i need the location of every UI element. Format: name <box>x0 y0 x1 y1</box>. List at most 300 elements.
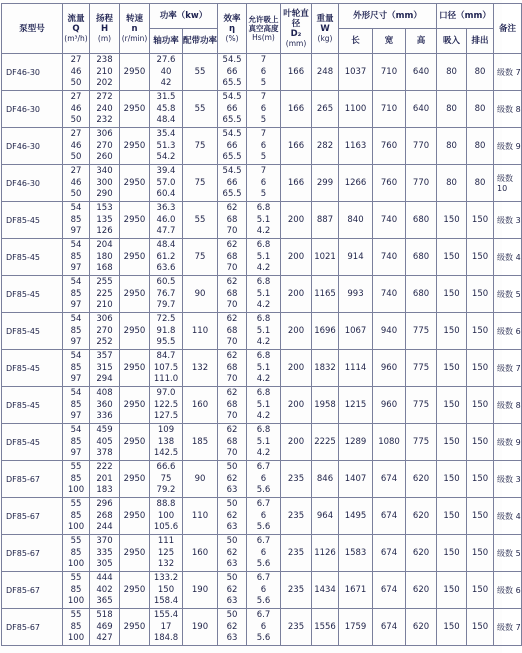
cell-inlet: 80 <box>437 54 467 91</box>
cell-flow-value: 27 <box>70 55 82 65</box>
cell-efficiency-value: 50 <box>226 536 238 546</box>
cell-efficiency-value: 54.5 <box>222 129 242 139</box>
cell-length: 1495 <box>339 498 373 535</box>
cell-flow-value: 50 <box>70 189 82 199</box>
cell-suction-value: 6 <box>260 510 267 521</box>
cell-height: 775 <box>406 350 437 387</box>
cell-shaft-power-value: 91.8 <box>156 325 176 336</box>
cell-width: 960 <box>373 387 406 424</box>
cell-shaft-power <box>150 609 183 646</box>
cell-shaft-power <box>150 128 183 165</box>
cell-efficiency-value: 68 <box>226 214 238 225</box>
cell-height: 770 <box>406 165 437 202</box>
cell-remark: 级数 9 <box>494 424 522 461</box>
cell-suction-value: 7 <box>260 166 267 176</box>
cell-suction <box>247 239 281 276</box>
cell-outlet: 80 <box>467 91 494 128</box>
cell-flow <box>63 609 90 646</box>
col-outlet: 排出 <box>467 29 494 54</box>
cell-head-value: 168 <box>96 263 113 273</box>
cell-efficiency-value: 62 <box>226 621 238 632</box>
cell-flow <box>63 54 90 91</box>
cell-weight: 1832 <box>312 350 339 387</box>
cell-suction <box>247 350 281 387</box>
cell-head-value: 252 <box>96 337 113 347</box>
table-row <box>2 461 522 498</box>
cell-shaft-power-value: 46.0 <box>156 214 176 225</box>
cell-inlet: 150 <box>437 350 467 387</box>
cell-remark: 级数 4 <box>494 239 522 276</box>
cell-outlet: 80 <box>467 54 494 91</box>
cell-flow-value: 85 <box>70 510 82 521</box>
cell-speed: 2950 <box>120 91 150 128</box>
cell-length: 1289 <box>339 424 373 461</box>
cell-speed: 2950 <box>120 387 150 424</box>
table-row <box>2 535 522 572</box>
cell-flow-value: 97 <box>70 337 82 347</box>
cell-flow-value: 100 <box>67 522 85 532</box>
cell-length: 1067 <box>339 313 373 350</box>
cell-suction-value: 6.8 <box>256 277 271 287</box>
cell-efficiency-value: 63 <box>226 559 238 569</box>
cell-motor-power: 110 <box>183 498 218 535</box>
cell-head-value: 225 <box>96 288 113 299</box>
cell-remark: 级数 3 <box>494 461 522 498</box>
cell-head <box>90 387 120 424</box>
cell-head-value: 126 <box>96 226 113 236</box>
cell-motor-power: 90 <box>183 276 218 313</box>
cell-outlet: 150 <box>467 313 494 350</box>
cell-head-value: 255 <box>96 277 113 287</box>
cell-flow-value: 46 <box>70 177 82 188</box>
cell-shaft-power-value: 31.5 <box>156 92 176 102</box>
cell-impeller: 235 <box>281 498 312 535</box>
cell-suction-value: 6.8 <box>256 240 271 250</box>
cell-head <box>90 91 120 128</box>
cell-width: 674 <box>373 609 406 646</box>
cell-suction <box>247 276 281 313</box>
col-inlet: 吸入 <box>437 29 467 54</box>
cell-width: 674 <box>373 498 406 535</box>
table-row <box>2 239 522 276</box>
cell-inlet: 150 <box>437 424 467 461</box>
cell-model: DF85-45 <box>2 276 63 313</box>
cell-flow-value: 27 <box>70 129 82 139</box>
cell-suction-value: 6 <box>260 584 267 595</box>
cell-shaft-power-value: 109 <box>157 425 175 435</box>
cell-head <box>90 350 120 387</box>
cell-length: 1583 <box>339 535 373 572</box>
cell-suction <box>247 424 281 461</box>
cell-shaft-power-value: 97.0 <box>156 388 176 398</box>
cell-shaft-power <box>150 535 183 572</box>
pump-spec-table <box>1 3 522 646</box>
cell-flow-value: 97 <box>70 448 82 458</box>
cell-weight: 887 <box>312 202 339 239</box>
cell-efficiency-value: 50 <box>226 462 238 472</box>
cell-shaft-power <box>150 572 183 609</box>
cell-head-value: 240 <box>96 103 113 114</box>
cell-inlet: 150 <box>437 239 467 276</box>
cell-head <box>90 572 120 609</box>
cell-outlet: 150 <box>467 350 494 387</box>
cell-motor-power: 185 <box>183 424 218 461</box>
cell-impeller: 200 <box>281 276 312 313</box>
cell-efficiency-value: 62 <box>226 203 238 213</box>
table-row <box>2 128 522 165</box>
cell-head-value: 459 <box>96 425 113 435</box>
cell-flow <box>63 535 90 572</box>
cell-efficiency <box>218 165 247 202</box>
cell-inlet: 150 <box>437 313 467 350</box>
cell-head-value: 270 <box>96 325 113 336</box>
cell-flow-value: 97 <box>70 374 82 384</box>
cell-suction-value: 5.1 <box>256 362 271 373</box>
cell-flow-value: 55 <box>70 536 82 546</box>
cell-weight: 1434 <box>312 572 339 609</box>
cell-flow <box>63 239 90 276</box>
cell-shaft-power <box>150 424 183 461</box>
table-row <box>2 350 522 387</box>
cell-head-value: 378 <box>96 448 113 458</box>
cell-head-value: 469 <box>96 621 113 632</box>
cell-height: 775 <box>406 424 437 461</box>
cell-head <box>90 128 120 165</box>
cell-height: 770 <box>406 128 437 165</box>
cell-height: 620 <box>406 461 437 498</box>
cell-weight: 299 <box>312 165 339 202</box>
cell-height: 620 <box>406 609 437 646</box>
cell-head-value: 210 <box>96 300 113 310</box>
cell-flow <box>63 128 90 165</box>
cell-height: 620 <box>406 535 437 572</box>
cell-flow-value: 54 <box>70 425 82 435</box>
cell-suction <box>247 128 281 165</box>
cell-speed: 2950 <box>120 461 150 498</box>
cell-shaft-power <box>150 202 183 239</box>
col-length: 长 <box>339 29 373 54</box>
cell-suction-value: 6 <box>260 547 267 558</box>
cell-suction-value: 7 <box>260 129 267 139</box>
cell-efficiency-value: 66 <box>226 66 238 77</box>
cell-efficiency-value: 54.5 <box>222 166 242 176</box>
cell-efficiency-value: 63 <box>226 485 238 495</box>
cell-inlet: 150 <box>437 535 467 572</box>
cell-weight: 1021 <box>312 239 339 276</box>
cell-outlet: 150 <box>467 202 494 239</box>
cell-shaft-power-value: 76.7 <box>156 288 176 299</box>
cell-flow-value: 27 <box>70 166 82 176</box>
cell-suction-value: 6 <box>260 103 267 114</box>
cell-shaft-power-value: 132 <box>157 559 175 569</box>
cell-height: 620 <box>406 572 437 609</box>
cell-flow-value: 85 <box>70 325 82 336</box>
cell-model: DF85-67 <box>2 461 63 498</box>
cell-efficiency <box>218 239 247 276</box>
cell-shaft-power <box>150 165 183 202</box>
cell-suction-value: 7 <box>260 55 267 65</box>
cell-shaft-power-value: 100 <box>157 510 175 521</box>
cell-suction-value: 5 <box>260 152 267 162</box>
cell-speed: 2950 <box>120 424 150 461</box>
cell-speed: 2950 <box>120 535 150 572</box>
cell-suction <box>247 498 281 535</box>
cell-shaft-power-value: 60.5 <box>156 277 176 287</box>
cell-suction-value: 4.2 <box>256 300 271 310</box>
cell-shaft-power-value: 142.5 <box>153 448 179 458</box>
cell-suction <box>247 387 281 424</box>
cell-flow-value: 55 <box>70 573 82 583</box>
cell-width: 1080 <box>373 424 406 461</box>
cell-shaft-power-value: 95.5 <box>156 337 176 347</box>
cell-head-value: 427 <box>96 633 113 643</box>
cell-flow-value: 100 <box>67 633 85 643</box>
table-row <box>2 54 522 91</box>
cell-efficiency <box>218 313 247 350</box>
cell-height: 620 <box>406 498 437 535</box>
cell-width: 760 <box>373 165 406 202</box>
cell-suction-value: 4.2 <box>256 226 271 236</box>
cell-efficiency <box>218 276 247 313</box>
cell-inlet: 80 <box>437 165 467 202</box>
col-impeller: 叶轮直径 D₂ (mm) <box>281 4 312 54</box>
cell-suction-value: 6.8 <box>256 388 271 398</box>
cell-efficiency <box>218 128 247 165</box>
cell-suction-value: 6.8 <box>256 203 271 213</box>
cell-remark: 级数 6 <box>494 572 522 609</box>
cell-flow-value: 85 <box>70 362 82 373</box>
cell-efficiency-value: 62 <box>226 510 238 521</box>
cell-suction-value: 5.6 <box>256 633 271 643</box>
cell-head-value: 153 <box>96 203 113 213</box>
cell-shaft-power <box>150 54 183 91</box>
cell-shaft-power-value: 155.4 <box>153 610 179 620</box>
col-shaft-power: 轴功率 <box>150 29 183 54</box>
cell-suction-value: 6.8 <box>256 314 271 324</box>
cell-efficiency-value: 62 <box>226 473 238 484</box>
cell-weight: 964 <box>312 498 339 535</box>
cell-shaft-power-value: 88.8 <box>156 499 176 509</box>
cell-suction-value: 4.2 <box>256 448 271 458</box>
cell-motor-power: 55 <box>183 91 218 128</box>
cell-outlet: 150 <box>467 387 494 424</box>
cell-inlet: 150 <box>437 387 467 424</box>
cell-remark: 级数 8 <box>494 387 522 424</box>
cell-flow-value: 55 <box>70 499 82 509</box>
cell-suction <box>247 461 281 498</box>
cell-flow-value: 54 <box>70 388 82 398</box>
cell-shaft-power-value: 150 <box>157 584 175 595</box>
cell-efficiency-value: 66 <box>226 177 238 188</box>
cell-height: 680 <box>406 276 437 313</box>
cell-head-value: 405 <box>96 436 113 447</box>
cell-efficiency <box>218 202 247 239</box>
cell-flow <box>63 461 90 498</box>
col-efficiency: 效率 η (%) <box>218 4 247 54</box>
cell-inlet: 150 <box>437 498 467 535</box>
table-row <box>2 424 522 461</box>
col-dimensions: 外形尺寸（mm） <box>339 4 437 29</box>
cell-remark: 级数 8 <box>494 91 522 128</box>
cell-flow-value: 85 <box>70 251 82 262</box>
cell-flow-value: 85 <box>70 399 82 410</box>
cell-flow <box>63 91 90 128</box>
cell-head-value: 183 <box>96 485 113 495</box>
cell-suction-value: 5 <box>260 189 267 199</box>
cell-remark: 级数10 <box>494 165 522 202</box>
cell-model: DF46-30 <box>2 91 63 128</box>
cell-flow-value: 46 <box>70 140 82 151</box>
cell-impeller: 200 <box>281 313 312 350</box>
cell-flow-value: 85 <box>70 214 82 225</box>
cell-shaft-power-value: 42 <box>160 78 172 88</box>
cell-remark: 级数 4 <box>494 498 522 535</box>
cell-suction <box>247 91 281 128</box>
cell-head-value: 296 <box>96 499 113 509</box>
cell-width: 740 <box>373 239 406 276</box>
cell-suction-value: 5.6 <box>256 522 271 532</box>
cell-outlet: 150 <box>467 535 494 572</box>
cell-flow-value: 100 <box>67 596 85 606</box>
cell-flow <box>63 498 90 535</box>
cell-height: 640 <box>406 54 437 91</box>
cell-suction-value: 5.1 <box>256 288 271 299</box>
cell-motor-power: 132 <box>183 350 218 387</box>
table-row <box>2 202 522 239</box>
col-bore: 口径（mm） <box>437 4 494 29</box>
cell-model: DF85-67 <box>2 535 63 572</box>
cell-impeller: 166 <box>281 128 312 165</box>
cell-efficiency-value: 68 <box>226 362 238 373</box>
cell-efficiency <box>218 91 247 128</box>
cell-impeller: 235 <box>281 461 312 498</box>
cell-model: DF46-30 <box>2 165 63 202</box>
cell-motor-power: 75 <box>183 128 218 165</box>
cell-head-value: 268 <box>96 510 113 521</box>
cell-efficiency-value: 66 <box>226 140 238 151</box>
cell-inlet: 150 <box>437 461 467 498</box>
cell-outlet: 150 <box>467 461 494 498</box>
cell-shaft-power-value: 138 <box>157 436 175 447</box>
cell-suction-value: 6.7 <box>256 573 271 583</box>
cell-impeller: 200 <box>281 424 312 461</box>
cell-head <box>90 535 120 572</box>
cell-efficiency-value: 70 <box>226 448 238 458</box>
cell-shaft-power <box>150 91 183 128</box>
cell-flow <box>63 202 90 239</box>
cell-inlet: 150 <box>437 609 467 646</box>
cell-suction-value: 6.7 <box>256 536 271 546</box>
cell-head-value: 402 <box>96 584 113 595</box>
cell-flow-value: 97 <box>70 226 82 236</box>
cell-length: 1407 <box>339 461 373 498</box>
cell-width: 740 <box>373 276 406 313</box>
cell-suction <box>247 202 281 239</box>
cell-efficiency <box>218 609 247 646</box>
cell-head <box>90 165 120 202</box>
cell-efficiency-value: 54.5 <box>222 55 242 65</box>
cell-shaft-power-value: 84.7 <box>156 351 176 361</box>
col-head: 扬程 H (m) <box>90 4 120 54</box>
cell-width: 760 <box>373 128 406 165</box>
cell-shaft-power-value: 79.7 <box>156 300 176 310</box>
cell-shaft-power-value: 39.4 <box>156 166 176 176</box>
col-motor-power: 配带功率 <box>183 29 218 54</box>
cell-flow-value: 50 <box>70 152 82 162</box>
table-row <box>2 91 522 128</box>
cell-efficiency-value: 62 <box>226 547 238 558</box>
cell-efficiency-value: 70 <box>226 300 238 310</box>
cell-inlet: 150 <box>437 276 467 313</box>
cell-height: 775 <box>406 313 437 350</box>
col-speed: 转速 n (r/min) <box>120 4 150 54</box>
cell-model: DF85-45 <box>2 350 63 387</box>
cell-suction-value: 5.1 <box>256 325 271 336</box>
cell-outlet: 150 <box>467 609 494 646</box>
cell-efficiency <box>218 350 247 387</box>
cell-impeller: 235 <box>281 572 312 609</box>
cell-efficiency-value: 62 <box>226 425 238 435</box>
cell-outlet: 80 <box>467 128 494 165</box>
cell-impeller: 235 <box>281 609 312 646</box>
cell-motor-power: 190 <box>183 572 218 609</box>
cell-height: 775 <box>406 387 437 424</box>
cell-impeller: 166 <box>281 54 312 91</box>
cell-suction-value: 5 <box>260 115 267 125</box>
cell-width: 960 <box>373 350 406 387</box>
table-body <box>2 54 522 646</box>
cell-efficiency-value: 62 <box>226 277 238 287</box>
cell-suction <box>247 609 281 646</box>
cell-suction-value: 5.1 <box>256 214 271 225</box>
cell-head-value: 365 <box>96 596 113 606</box>
cell-head-value: 340 <box>96 166 113 176</box>
cell-flow <box>63 313 90 350</box>
cell-motor-power: 160 <box>183 387 218 424</box>
cell-suction-value: 7 <box>260 92 267 102</box>
cell-flow-value: 100 <box>67 485 85 495</box>
cell-efficiency-value: 63 <box>226 633 238 643</box>
cell-head-value: 357 <box>96 351 113 361</box>
cell-weight: 265 <box>312 91 339 128</box>
cell-shaft-power-value: 48.4 <box>156 115 176 125</box>
cell-length: 840 <box>339 202 373 239</box>
cell-flow-value: 54 <box>70 314 82 324</box>
cell-width: 674 <box>373 461 406 498</box>
cell-suction-value: 4.2 <box>256 263 271 273</box>
cell-shaft-power <box>150 313 183 350</box>
cell-remark: 级数 5 <box>494 535 522 572</box>
cell-suction <box>247 54 281 91</box>
cell-shaft-power-value: 63.6 <box>156 263 176 273</box>
cell-head <box>90 424 120 461</box>
cell-head-value: 306 <box>96 129 113 139</box>
cell-length: 1671 <box>339 572 373 609</box>
cell-flow-value: 55 <box>70 462 82 472</box>
cell-width: 710 <box>373 91 406 128</box>
cell-flow-value: 100 <box>67 559 85 569</box>
cell-length: 1215 <box>339 387 373 424</box>
table-row <box>2 609 522 646</box>
cell-speed: 2950 <box>120 276 150 313</box>
cell-model: DF85-45 <box>2 387 63 424</box>
cell-width: 940 <box>373 313 406 350</box>
cell-efficiency-value: 68 <box>226 436 238 447</box>
cell-flow-value: 85 <box>70 436 82 447</box>
cell-head <box>90 498 120 535</box>
cell-shaft-power-value: 40 <box>160 66 172 77</box>
cell-flow-value: 50 <box>70 115 82 125</box>
